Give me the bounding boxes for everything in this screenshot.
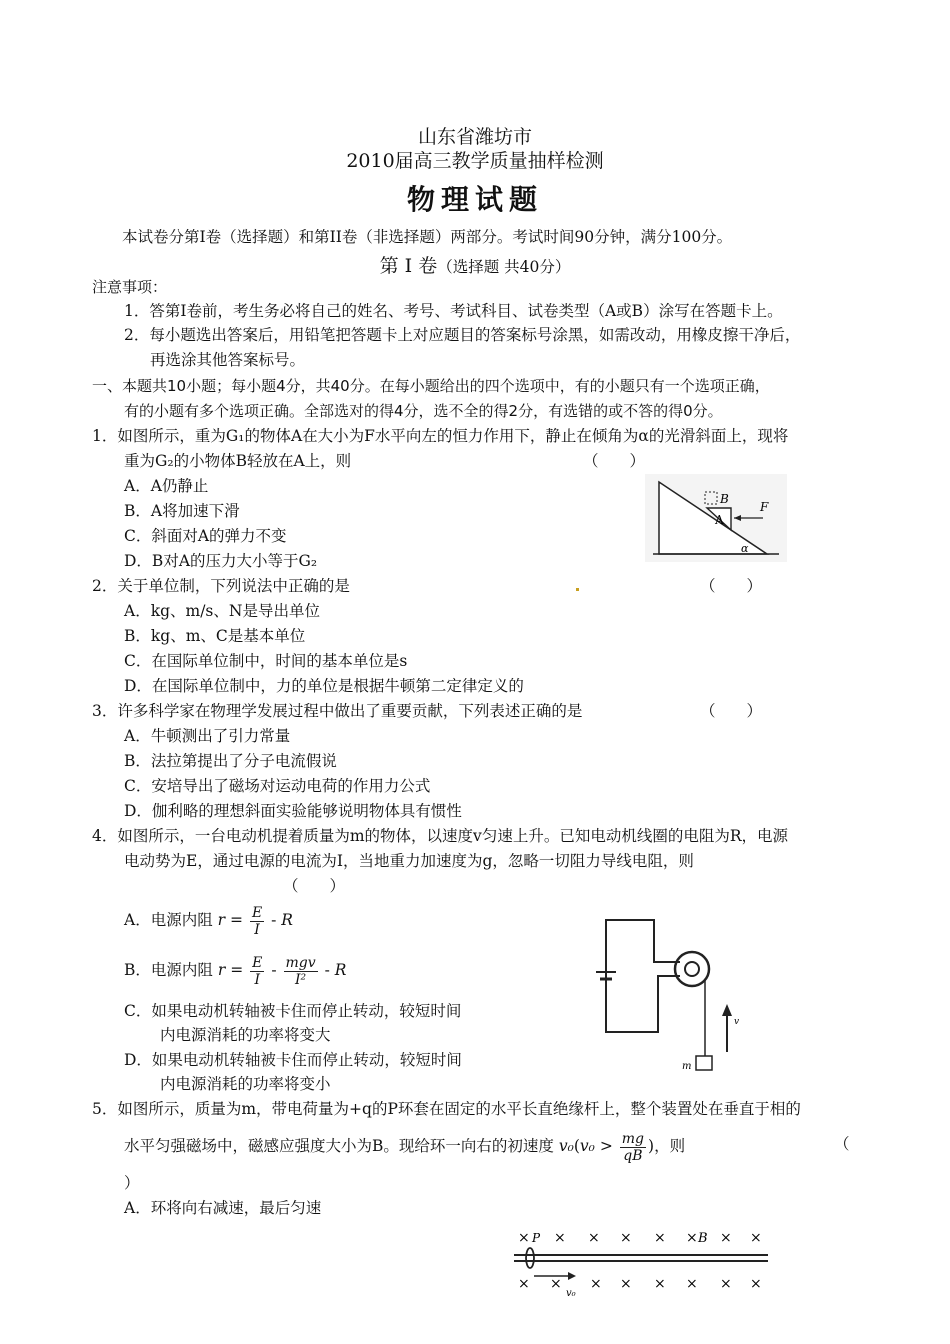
q3-stem: 3．许多科学家在物理学发展过程中做出了重要贡献，下列表述正确的是 [92,702,583,720]
field-cross: × [590,1276,602,1292]
q2-option-a: A．kg、m/s、N是导出单位 [124,602,320,620]
intro-text: 本试卷分第I卷（选择题）和第II卷（非选择题）两部分。考试时间90分钟，满分100分。 [122,228,733,246]
field-cross: × [654,1276,666,1292]
q3-option-a: A．牛顿测出了引力常量 [124,727,291,745]
q1-option-b: B．A将加速下滑 [124,502,240,520]
part-note: （选择题 共40分） [437,258,571,276]
q1-fig-label-b: B [720,492,729,506]
note-2-cont: 再选涂其他答案标号。 [150,351,306,369]
q4-fig-label-v: v [734,1017,740,1027]
formula-mgv-over-i2: $\frac{\text{mgv}}{\text{I²}}$ [285,954,316,988]
q4-option-a [124,900,293,940]
field-cross: × [720,1230,732,1246]
q5-bracket-close: ） [124,1174,140,1192]
field-crosses-top [518,1230,762,1246]
q5-fig-label-v0: v₀ [566,1288,576,1299]
part-label: 第 I 卷 [379,255,438,277]
field-cross: × [750,1230,762,1246]
formula-e-over-i: $\frac{E}{I}$ [251,904,263,938]
q4-option-d-cont: 内电源消耗的功率将变小 [160,1075,331,1093]
q5-fig-label-p: P [532,1231,541,1245]
formula-gt: > [599,1137,613,1155]
q3-answer-bracket: （ ） [700,702,763,720]
q1-option-d: D．B对A的压力大小等于G₂ [124,552,318,570]
formula-eq: = [230,911,243,929]
field-cross: × [620,1276,632,1292]
q5-magnetic-field-figure [510,1222,772,1306]
q4-fig-label-m: m [682,1061,692,1072]
field-cross: × [620,1230,632,1246]
q1-fig-label-f: F [760,500,769,514]
q4-option-b [124,950,346,990]
field-crosses-bottom [518,1276,762,1292]
field-cross: × [554,1230,566,1246]
formula-v0-inner: v₀ [579,1137,595,1155]
stray-mark [576,588,579,591]
section-instructions: 一、本题共10小题；每小题4分，共40分。在每小题给出的四个选项中，有的小题只有一个选项正确， [92,377,770,395]
formula-minus: - [324,961,330,979]
q2-answer-bracket: （ ） [700,577,763,595]
q3-option-c: C．安培导出了磁场对运动电荷的作用力公式 [124,777,431,795]
q1-option-a: A．A仍静止 [124,477,209,495]
q1-answer-bracket: （ ） [583,452,646,470]
formula-resistance: R [334,961,347,979]
q1-fig-label-alpha: α [741,542,749,555]
formula-r: r [217,911,226,929]
q4-option-b-label: B．电源内阻 [124,961,213,979]
q5-stem-text: 水平匀强磁场中，磁感应强度大小为B。现给环一向右的初速度 [124,1137,554,1155]
formula-minus: - [271,911,277,929]
q2-stem: 2．关于单位制，下列说法中正确的是 [92,577,350,595]
field-cross: × [654,1230,666,1246]
q3-option-b: B．法拉第提出了分子电流假说 [124,752,337,770]
note-1: 1．答第I卷前，考生务必将自己的姓名、考号、考试科目、试卷类型（A或B）涂写在答题卡上。 [124,302,783,320]
region-title: 山东省潍坊市 [417,126,532,148]
q4-answer-bracket: （ ） [283,877,346,895]
q2-option-b: B．kg、m、C是基本单位 [124,627,306,645]
field-cross: × [518,1230,530,1246]
field-cross: × [588,1230,600,1246]
field-cross: × [550,1276,562,1292]
q5-option-a: A．环将向右减速，最后匀速 [124,1199,322,1217]
notes-heading: 注意事项： [92,278,168,296]
q4-stem: 4．如图所示，一台电动机提着质量为m的物体，以速度v匀速上升。已知电动机线圈的电阻为R，电源 [92,827,788,845]
q5-stem-tail: ，则 [654,1137,686,1155]
formula-eq: = [230,961,244,979]
formula-paren-close: ) [648,1137,655,1155]
formula-v0: v₀ [558,1137,574,1155]
q4-stem-cont: 电动势为E，通过电源的电流为I，当地重力加速度为g，忽略一切阻力导线电阻，则 [124,852,694,870]
q5-bracket-open: （ [834,1135,850,1153]
q1-incline-figure [645,474,787,562]
q3-option-d: D．伽利略的理想斜面实验能够说明物体具有惯性 [124,802,462,820]
formula-resistance: R [281,911,293,929]
formula-minus: - [271,961,277,979]
exam-title: 2010届高三教学质量抽样检测 [346,150,604,172]
subject-title: 物理试题 [406,183,543,216]
field-cross: × [720,1276,732,1292]
q1-stem-cont: 重为G₂的小物体B轻放在A上，则 [124,452,352,470]
formula-mg-over-qb: $\frac{mg}{qB}$ [621,1130,644,1164]
field-cross: × [686,1230,698,1246]
formula-paren-open: ( [573,1137,580,1155]
q2-option-c: C．在国际单位制中，时间的基本单位是s [124,652,408,670]
note-2: 2．每小题选出答案后，用铅笔把答题卡上对应题目的答案标号涂黑，如需改动，用橡皮擦干净后， [124,326,801,344]
field-cross: × [686,1276,698,1292]
formula-r: r [217,961,226,979]
q1-fig-label-a: A [715,513,724,527]
q4-option-d: D．如果电动机转轴被卡住而停止转动，较短时间 [124,1051,462,1069]
q5-fig-label-b: B [698,1231,708,1246]
q4-option-c: C．如果电动机转轴被卡住而停止转动，较短时间 [124,1002,462,1020]
field-cross: × [750,1276,762,1292]
q2-option-d: D．在国际单位制中，力的单位是根据牛顿第二定律定义的 [124,677,524,695]
field-cross: × [518,1276,530,1292]
q5-stem-cont [124,1126,685,1166]
q1-option-c: C．斜面对A的弹力不变 [124,527,287,545]
section-instructions-cont: 有的小题有多个选项正确。全部选对的得4分，选不全的得2分，有选错的或不答的得0分。 [124,402,723,420]
formula-e-over-i: $\frac{E}{I}$ [252,954,263,988]
q4-option-a-label: A．电源内阻 [124,911,213,929]
q4-motor-circuit-figure [588,912,758,1074]
q4-option-c-cont: 内电源消耗的功率将变大 [160,1026,331,1044]
q1-stem: 1．如图所示，重为G₁的物体A在大小为F水平向左的恒力作用下，静止在倾角为α的光滑斜面上，现将 [92,427,789,445]
q5-stem: 5．如图所示，质量为m，带电荷量为+q的P环套在固定的水平长直绝缘杆上，整个装置处在垂直于相的 [92,1100,801,1118]
part-heading [0,251,950,278]
